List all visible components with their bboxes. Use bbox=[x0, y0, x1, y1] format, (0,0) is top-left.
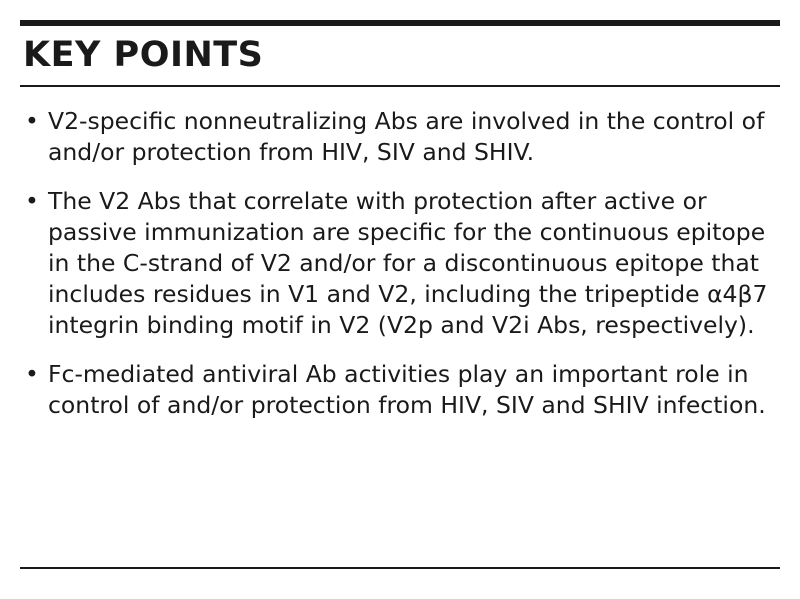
key-point-item bbox=[20, 359, 780, 421]
bullet-icon: • bbox=[25, 107, 39, 135]
key-point-text: V2-specific nonneutralizing Abs are involved in the control of and/or protection from HIV, SIV and SHIV. bbox=[48, 107, 765, 166]
key-points-list bbox=[20, 106, 780, 421]
key-points-heading: KEY POINTS bbox=[23, 35, 264, 75]
key-point-text: Fc-mediated antiviral Ab activities play an important role in control of and/or protection from HIV, SIV and SHIV infection. bbox=[48, 360, 766, 419]
key-point-text: The V2 Abs that correlate with protection after active or passive immunization are specific for the continuous epitope in the C-strand of V2 and/or for a discontinuous epitope that includes residues in V1 and V2, including the tripeptide α4β7 integrin binding motif in V2 (V2p and V2i Abs, respectively). bbox=[48, 187, 768, 339]
key-point-item bbox=[20, 186, 780, 341]
key-point-item bbox=[20, 106, 780, 168]
bullet-icon: • bbox=[25, 360, 39, 388]
top-rule bbox=[20, 20, 780, 26]
bullet-icon: • bbox=[25, 187, 39, 215]
key-points-box bbox=[20, 0, 780, 599]
bottom-rule bbox=[20, 567, 780, 569]
heading-rule bbox=[20, 85, 780, 87]
